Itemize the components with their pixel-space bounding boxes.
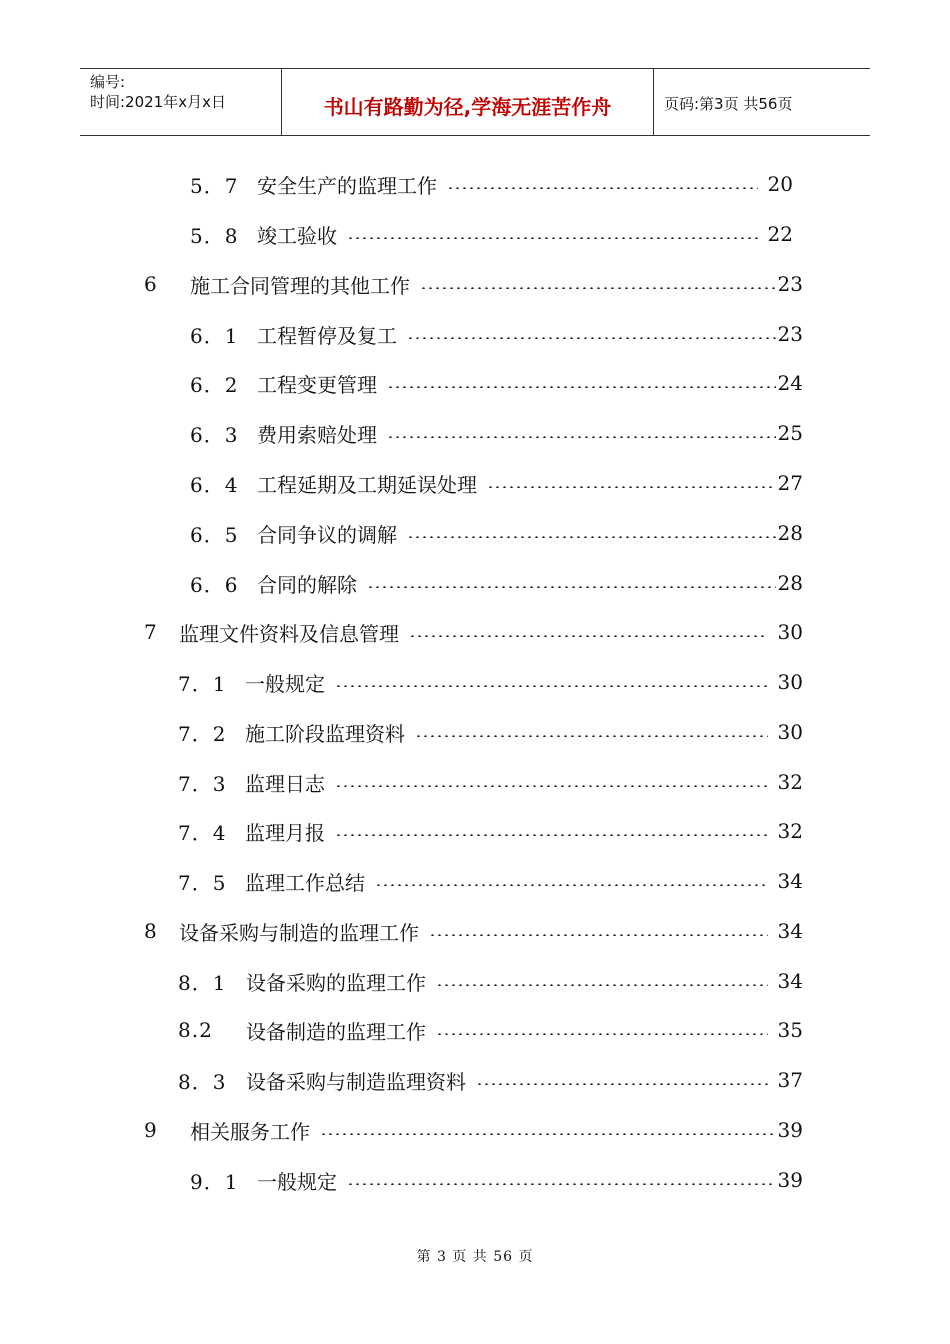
toc-leader-dots <box>476 1083 768 1085</box>
toc-entry-number: 7 <box>144 620 158 644</box>
header-page-info: 页码:第3页 共56页 <box>664 95 793 113</box>
toc-entry-title: 施工阶段监理资料 <box>245 721 405 746</box>
toc-entry[interactable] <box>144 617 803 647</box>
toc-entry-page: 34 <box>777 919 803 943</box>
toc-leader-dots <box>335 685 768 687</box>
toc-entry-page: 23 <box>777 272 803 296</box>
toc-entry[interactable] <box>178 966 803 996</box>
toc-entry-number: 8 <box>144 919 158 943</box>
toc-leader-dots <box>375 884 768 886</box>
toc-entry-page: 32 <box>777 819 803 843</box>
toc-entry-page: 28 <box>777 521 803 545</box>
toc-entry-title: 监理工作总结 <box>245 870 365 895</box>
toc-entry[interactable] <box>178 816 803 846</box>
toc-entry-title: 设备制造的监理工作 <box>246 1019 426 1044</box>
toc-entry-number: 7．4 <box>178 820 227 845</box>
toc-leader-dots <box>420 287 776 289</box>
toc-entry-title: 监理文件资料及信息管理 <box>179 621 399 646</box>
toc-entry[interactable] <box>144 269 803 299</box>
toc-entry-number: 9．1 <box>190 1169 239 1194</box>
toc-entry-title: 设备采购与制造监理资料 <box>246 1069 466 1094</box>
toc-entry-page: 27 <box>777 471 803 495</box>
toc-leader-dots <box>409 635 768 637</box>
toc-entry[interactable] <box>190 169 793 199</box>
toc-entry-title: 施工合同管理的其他工作 <box>190 273 410 298</box>
page-header <box>80 68 870 136</box>
toc-entry[interactable] <box>190 568 803 598</box>
toc-entry-number: 6．3 <box>190 422 239 447</box>
toc-leader-dots <box>436 984 768 986</box>
toc-entry-number: 6．1 <box>190 323 239 348</box>
toc-entry-page: 30 <box>777 670 803 694</box>
toc-entry[interactable] <box>190 468 803 498</box>
toc-entry-number: 8.2 <box>178 1018 213 1042</box>
toc-entry[interactable] <box>178 1015 803 1045</box>
toc-entry-page: 37 <box>777 1068 803 1092</box>
toc-entry-title: 相关服务工作 <box>190 1119 310 1144</box>
toc-entry-page: 20 <box>767 172 793 196</box>
toc-leader-dots <box>347 237 758 239</box>
toc-entry-page: 22 <box>767 222 793 246</box>
toc-entry-number: 7．1 <box>178 671 227 696</box>
toc-entry[interactable] <box>178 667 803 697</box>
toc-entry-page: 32 <box>777 770 803 794</box>
toc-leader-dots <box>387 436 776 438</box>
toc-entry-page: 23 <box>777 322 803 346</box>
toc-entry-number: 6．5 <box>190 522 239 547</box>
toc-leader-dots <box>487 486 776 488</box>
toc-entry-page: 39 <box>777 1168 803 1192</box>
document-number-label: 编号: <box>90 73 126 91</box>
toc-entry-page: 30 <box>777 720 803 744</box>
toc-entry-title: 工程延期及工期延误处理 <box>257 472 477 497</box>
toc-entry-number: 6．4 <box>190 472 239 497</box>
toc-entry-page: 35 <box>777 1018 803 1042</box>
toc-entry-page: 39 <box>777 1118 803 1142</box>
toc-leader-dots <box>436 1033 768 1035</box>
toc-leader-dots <box>347 1183 776 1185</box>
toc-leader-dots <box>407 337 776 339</box>
toc-leader-dots <box>387 386 776 388</box>
toc-entry[interactable] <box>190 518 803 548</box>
toc-entry-title: 费用索赔处理 <box>257 422 377 447</box>
toc-leader-dots <box>447 187 758 189</box>
toc-entry-title: 设备采购与制造的监理工作 <box>179 920 419 945</box>
toc-entry-number: 7．2 <box>178 721 227 746</box>
toc-leader-dots <box>367 586 776 588</box>
toc-entry-title: 监理月报 <box>245 820 325 845</box>
toc-entry[interactable] <box>178 717 803 747</box>
toc-entry-page: 25 <box>777 421 803 445</box>
header-motto: 书山有路勤为径,学海无涯苦作舟 <box>323 95 612 119</box>
toc-entry-number: 6 <box>144 272 158 296</box>
page-footer: 第 3 页 共 56 页 <box>416 1249 534 1265</box>
toc-entry-number: 5．8 <box>190 223 239 248</box>
toc-entry-number: 5．7 <box>190 173 239 198</box>
toc-entry-title: 合同争议的调解 <box>257 522 397 547</box>
toc-leader-dots <box>335 834 768 836</box>
toc-entry[interactable] <box>144 916 803 946</box>
toc-entry-page: 34 <box>777 869 803 893</box>
toc-leader-dots <box>335 785 768 787</box>
toc-entry-title: 工程变更管理 <box>257 372 377 397</box>
toc-entry[interactable] <box>190 219 793 249</box>
toc-entry-page: 24 <box>777 371 803 395</box>
document-time-label: 时间:2021年x月x日 <box>90 93 226 111</box>
toc-entry-number: 8．1 <box>178 970 227 995</box>
toc-entry-title: 竣工验收 <box>257 223 337 248</box>
toc-entry[interactable] <box>178 767 803 797</box>
toc-entry-number: 6．6 <box>190 572 239 597</box>
toc-entry[interactable] <box>190 1165 803 1195</box>
toc-entry[interactable] <box>178 1065 803 1095</box>
toc-entry[interactable] <box>144 1115 803 1145</box>
toc-entry[interactable] <box>178 866 803 896</box>
header-page-cell <box>654 69 870 135</box>
toc-leader-dots <box>415 735 768 737</box>
toc-entry[interactable] <box>190 368 803 398</box>
toc-entry-title: 安全生产的监理工作 <box>257 173 437 198</box>
toc-entry-title: 监理日志 <box>245 771 325 796</box>
toc-entry-number: 9 <box>144 1118 158 1142</box>
toc-leader-dots <box>407 536 776 538</box>
toc-entry-page: 34 <box>777 969 803 993</box>
toc-entry-title: 合同的解除 <box>257 572 357 597</box>
toc-entry-title: 设备采购的监理工作 <box>246 970 426 995</box>
toc-leader-dots <box>429 934 768 936</box>
toc-entry-number: 7．3 <box>178 771 227 796</box>
toc-entry-title: 一般规定 <box>245 671 325 696</box>
toc-entry-number: 7．5 <box>178 870 227 895</box>
header-motto-cell <box>282 69 654 135</box>
toc-entry-number: 6．2 <box>190 372 239 397</box>
toc-leader-dots <box>320 1133 776 1135</box>
toc-entry[interactable] <box>190 418 803 448</box>
toc-entry-page: 30 <box>777 620 803 644</box>
toc-entry-title: 工程暂停及复工 <box>257 323 397 348</box>
toc-entry[interactable] <box>190 319 803 349</box>
toc-entry-page: 28 <box>777 571 803 595</box>
toc-entry-number: 8．3 <box>178 1069 227 1094</box>
header-info-cell <box>80 69 282 135</box>
toc-entry-title: 一般规定 <box>257 1169 337 1194</box>
